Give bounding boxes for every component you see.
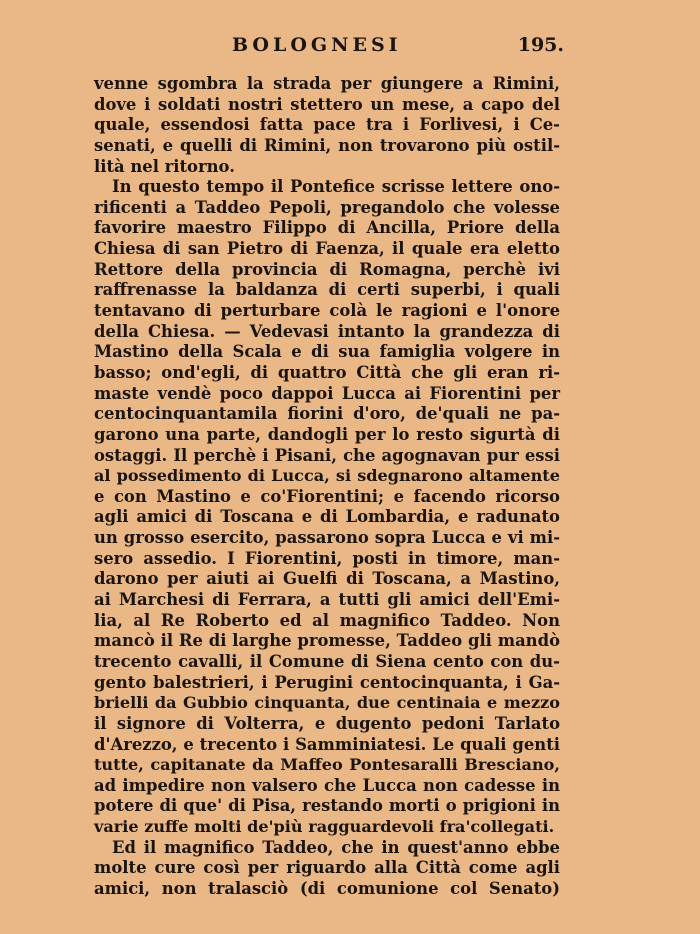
text-line: trecento cavalli, il Comune di Siena cento con du- [94, 651, 560, 671]
text-line: agli amici di Toscana e di Lombardia, e radunato [94, 507, 560, 527]
text-line: raffrenasse la baldanza di certi superbi, i quali [94, 280, 560, 300]
text-line: maste vendè poco dappoi Lucca ai Fiorentini per [94, 383, 560, 403]
text-line: al possedimento di Lucca, si sdegnarono altamente [94, 466, 560, 486]
text-line: quale, essendosi fatta pace tra i Forlivesi, i Ce- [94, 115, 560, 135]
text-line: Chiesa di san Pietro di Faenza, il quale era eletto [94, 239, 560, 259]
text-line: ai Marchesi di Ferrara, a tutti gli amici dell'Emi- [94, 590, 560, 610]
text-line: Rettore della provincia di Romagna, perchè ivi [94, 259, 560, 279]
text-line: mancò il Re di larghe promesse, Taddeo gli mandò [94, 631, 560, 651]
text-line: In questo tempo il Pontefice scrisse lettere ono- [112, 177, 560, 197]
text-line: varie zuffe molti de'più ragguardevoli fra'collegati. [94, 817, 555, 837]
text-line: un grosso esercito, passarono sopra Lucca e vi mi- [94, 528, 560, 548]
page-number: 195. [517, 34, 564, 56]
text-line: dove i soldati nostri stettero un mese, a capo del [94, 94, 560, 114]
text-line: sero assedio. I Fiorentini, posti in timore, man- [94, 548, 560, 568]
text-line: gento balestrieri, i Perugini centocinquanta, i Ga- [94, 672, 560, 692]
text-line: Ed il magnifico Taddeo, che in quest'anno ebbe [112, 837, 560, 857]
running-head [94, 34, 564, 60]
text-line: e con Mastino e co'Fiorentini; e facendo ricorso [94, 486, 560, 506]
text-line: rificenti a Taddeo Pepoli, pregandolo che volesse [94, 197, 560, 217]
text-line: lia, al Re Roberto ed al magnifico Taddeo. Non [94, 610, 560, 630]
text-line: brielli da Gubbio cinquanta, due centinaia e mezzo [94, 693, 560, 713]
text-line: ostaggi. Il perchè i Pisani, che agognavan pur essi [94, 445, 560, 465]
body-text [94, 74, 560, 900]
text-line: lità nel ritorno. [94, 156, 235, 176]
text-line: basso; ond'egli, di quattro Città che gli eran ri- [94, 362, 560, 382]
text-line: amici, non tralasciò (di comunione col Senato) [94, 878, 560, 898]
text-line: garono una parte, dandogli per lo resto sigurtà di [94, 424, 560, 444]
text-line: centocinquantamila fiorini d'oro, de'quali ne pa- [94, 404, 560, 424]
text-line: favorire maestro Filippo di Ancilla, Priore della [94, 218, 560, 238]
text-line: molte cure così per riguardo alla Città come agli [94, 858, 560, 878]
text-line: il signore di Volterra, e dugento pedoni Tarlato [94, 713, 560, 733]
text-line: tutte, capitanate da Maffeo Pontesaralli Bresciano, [94, 755, 560, 775]
running-title: BOLOGNESI [232, 34, 402, 56]
text-line: venne sgombra la strada per giungere a Rimini, [94, 74, 560, 93]
text-line: senati, e quelli di Rimini, non trovarono più ostil- [94, 135, 560, 155]
text-line: tentavano di perturbare colà le ragioni e l'onore [94, 301, 560, 321]
text-line: ad impedire non valsero che Lucca non cadesse in [94, 775, 560, 795]
text-line: della Chiesa. — Vedevasi intanto la grandezza di [94, 321, 560, 341]
text-line: potere di que' di Pisa, restando morti o prigioni in [94, 796, 560, 816]
text-line: d'Arezzo, e trecento i Samminiatesi. Le quali genti [94, 734, 560, 754]
text-line: Mastino della Scala e di sua famiglia volgere in [94, 342, 560, 362]
text-line: darono per aiuti ai Guelfi di Toscana, a Mastino, [94, 569, 560, 589]
